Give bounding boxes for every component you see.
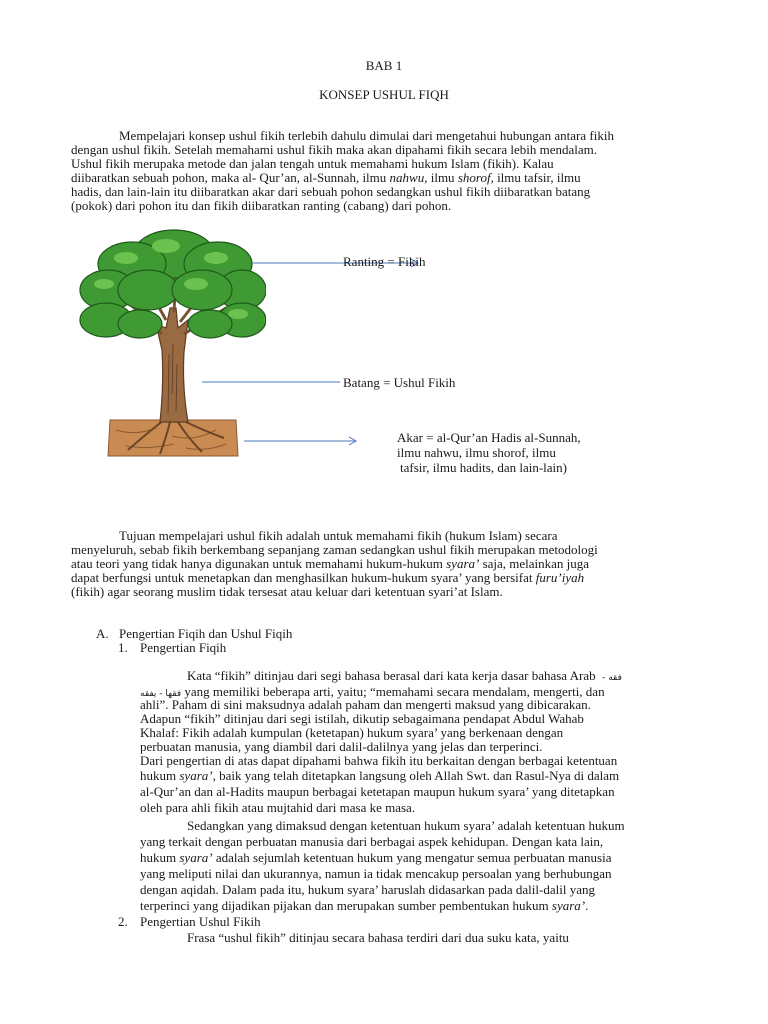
body-line: Khalaf: Fikih adalah kumpulan (ketetapan) hukum syara’ yang berkenaan dengan [140,725,564,740]
body-line: Frasa “ushul fikih” ditinjau secara bahasa terdiri dari dua suku kata, yaitu [187,930,569,945]
item-1-marker: 1. [118,640,128,655]
akar-label: Akar = al-Qur’an Hadis al-Sunnah, [397,430,581,445]
tujuan-line: atau teori yang tidak hanya digunakan untuk memahami hukum-hukum syara’ saja, melainkan juga [71,556,590,571]
body-line: yang terkait dengan perbuatan manusia dari berbagai aspek kehidupan. Dengan kata lain, [140,834,604,849]
body-line: فقها - يفقه yang memiliki beberapa arti, yaitu; “memahami secara mendalam, mengerti, dan [140,684,605,699]
body-line: dengan aqidah. Dalam pada itu, hukum syara’ haruslah didasarkan pada dalil-dalil yang [140,882,595,897]
akar-label: ilmu nahwu, ilmu shorof, ilmu [397,445,556,460]
body-line: hukum syara’, baik yang telah ditetapkan langsung oleh Allah Swt. dan Rasul-Nya di dalam [140,768,620,783]
body-line: Kata “fikih” ditinjau dari segi bahasa berasal dari kata kerja dasar bahasa Arab - فقه [187,668,622,683]
tujuan-line: menyeluruh, sebab fikih berkembang sepanjang zaman sedangkan ushul fikih merupakan metodologi [71,542,598,557]
body-line: al-Qur’an dan al-Hadits maupun berbagai ketetapan maupun hukum syara’ yang ditetapkan [140,784,615,799]
body-line: hukum syara’ adalah sejumlah ketentuan hukum yang mengatur semua perbuatan manusia [140,850,612,865]
akar-label: tafsir, ilmu hadits, dan lain-lain) [400,460,567,475]
item-1-title: Pengertian Fiqih [140,640,227,655]
section-a-marker: A. [96,626,109,641]
body-line: ahli”. Paham di sini maksudnya adalah paham dan mengerti maksud yang dibicarakan. [140,697,591,712]
intro-line: Mempelajari konsep ushul fikih terlebih dahulu dimulai dari mengetahui hubungan antara fikih [119,128,614,143]
item-2-marker: 2. [118,914,128,929]
intro-line: dengan ushul fikih. Setelah memahami ushul fikih maka akan dipahami fikih secara lebih mendalam. [71,142,597,157]
chapter-title: KONSEP USHUL FIQH [319,87,449,102]
body-line: Adapun “fikih” ditinjau dari segi istilah, dikutip sebagaimana pendapat Abdul Wahab [140,711,584,726]
chapter-number: BAB 1 [365,58,403,73]
intro-line: diibaratkan sebuah pohon, maka al- Qur’an, al-Sunnah, ilmu nahwu, ilmu shorof, ilmu tafsir, ilmu [71,170,581,185]
body-line: Dari pengertian di atas dapat dipahami bahwa fikih itu berkaitan dengan berbagai ketentuan [140,753,618,768]
tujuan-line: dapat berfungsi untuk menetapkan dan menghasilkan hukum-hukum syara’ yang bersifat furu’iyah [71,570,585,585]
intro-line: (pokok) dari pohon itu dan fikih diibaratkan ranting (cabang) dari pohon. [71,198,452,213]
intro-line: hadis, dan lain-lain itu diibaratkan akar dari sebuah pohon sedangkan ushul fikih diibaratkan batang [71,184,591,199]
section-a-title: Pengertian Fiqih dan Ushul Fiqih [119,626,293,641]
ranting-label: Ranting = Fikih [343,254,426,269]
item-2-title: Pengertian Ushul Fikih [140,914,261,929]
tujuan-line: Tujuan mempelajari ushul fikih adalah untuk memahami fikih (hukum Islam) secara [119,528,558,543]
tujuan-line: (fikih) agar seorang muslim tidak tersesat atau keluar dari ketentuan syari’at Islam. [71,584,503,599]
intro-line: Ushul fikih merupaka metode dan jalan tengah untuk memahami hukum Islam (fikih). Kalau [71,156,554,171]
body-line: terperinci yang dijadikan pijakan dan merupakan sumber pembentukan hukum syara’. [140,898,589,913]
batang-label: Batang = Ushul Fikih [343,375,456,390]
body-line: oleh para ahli fikih atau mujtahid dari masa ke masa. [140,800,416,815]
body-line: yang meliputi nilai dan ukurannya, namun ia tidak mencakup persoalan yang berhubungan [140,866,612,881]
body-line: perbuatan manusia, yang diambil dari dalil-dalilnya yang jelas dan terperinci. [140,739,543,754]
body-line: Sedangkan yang dimaksud dengan ketentuan hukum syara’ adalah ketentuan hukum [187,818,625,833]
